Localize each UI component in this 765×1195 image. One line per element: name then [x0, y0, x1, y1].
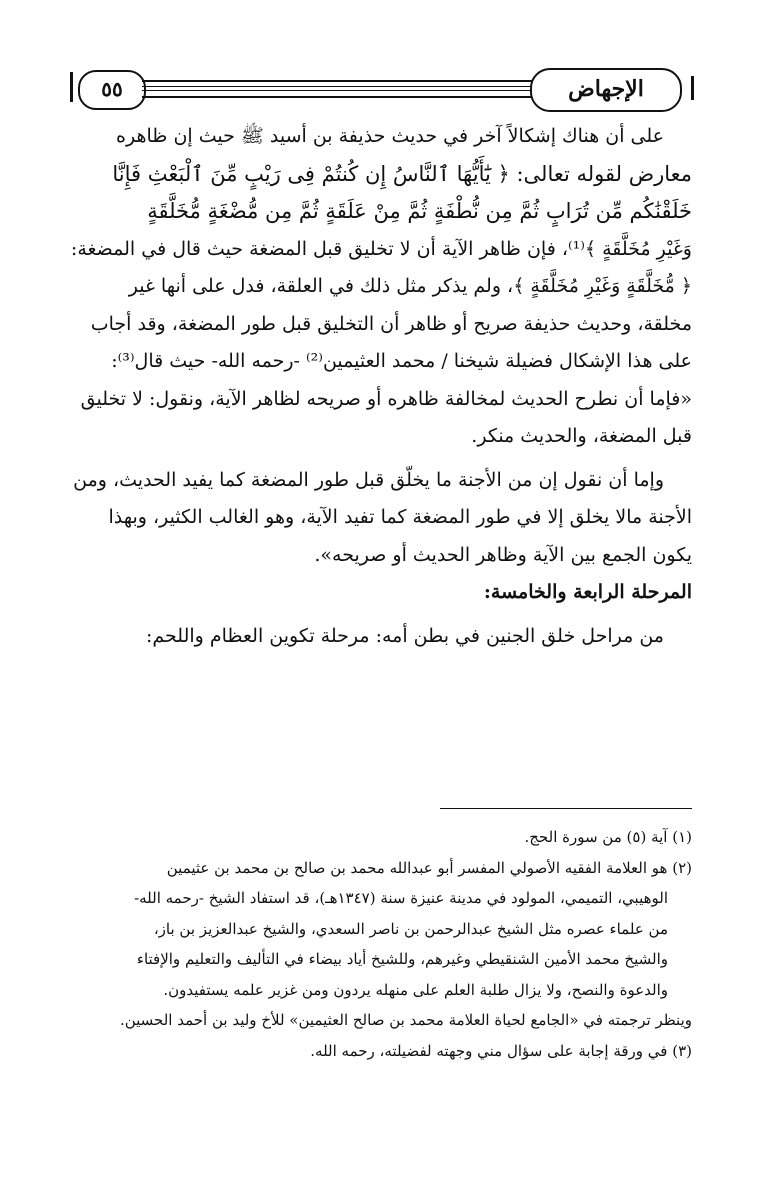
text-line-quran: خَلَقْنَٰكُم مِّن تُرَابٍ ثُمَّ مِن نُّطْفَةٍ ثُمَّ مِنْ عَلَقَةٍ ثُمَّ مِن مُّضْغَةٍ مُّخَلَّقَةٍ	[147, 199, 692, 223]
footnote-2-continued: والدعوة والنصح، ولا يزال طلبة العلم على منهله يردون ومن غزير علمه يستفيدون.	[163, 980, 668, 999]
main-text	[70, 118, 692, 655]
footnote-2-continued: من علماء عصره مثل الشيخ عبدالرحمن بن ناصر السعدي، والشيخ عبدالعزيز بن باز،	[153, 919, 668, 938]
footnotes	[70, 822, 692, 1066]
text-line-quran: معارض لقوله تعالى: ﴿ يَٰٓأَيُّهَا ٱلنَّاسُ إِن كُنتُمْ فِى رَيْبٍ مِّنَ ٱلْبَعْثِ فَإِنَّا	[112, 161, 692, 186]
text-line: من مراحل خلق الجنين في بطن أمه: مرحلة تكوين العظام واللحم:	[145, 624, 664, 647]
footnote-2-continued: وينظر ترجمته في «الجامع لحياة العلامة محمد بن صالح العثيمين» للأخ وليد بن أحمد الحسين.	[119, 1011, 692, 1029]
chapter-title: الإجهاض	[530, 68, 682, 112]
header-right-cap	[681, 76, 694, 100]
text-line: على هذا الإشكال فضيلة شيخنا / محمد العثيمين⁽²⁾ -رحمه الله- حيث قال⁽³⁾:	[111, 350, 692, 372]
footnote-1: (١) آية (٥) من سورة الحج.	[524, 828, 692, 846]
text-line: وَغَيْرِ مُخَلَّقَةٍ ﴾⁽¹⁾، فإن ظاهر الآية أن لا تخليق قبل المضغة حيث قال في المضغة:	[70, 237, 692, 260]
text-line: وإما أن نقول إن من الأجنة ما يخلّق قبل طور المضغة كما يفيد الحديث، ومن	[73, 468, 664, 491]
text-line: مخلقة، وحديث حذيفة صريح أو ظاهر أن التخليق قبل طور المضغة، وقد أجاب	[90, 312, 692, 335]
text-line: الأجنة مالا يخلق إلا في طور المضغة كما تفيد الآية، وهو الغالب الكثير، وبهذا	[108, 506, 692, 528]
header-rule	[142, 80, 540, 98]
page-number: ٥٥	[78, 70, 146, 110]
text-line: «فإما أن نطرح الحديث لمخالفة ظاهره أو صريحه لظاهر الآية، ونقول: لا تخليق	[80, 387, 692, 410]
text-line: قبل المضغة، والحديث منكر.	[471, 425, 692, 447]
footnote-2-continued: والشيخ محمد الأمين الشنقيطي وغيرهم، وللشيخ أياد بيضاء في التأليف والتعليم والإفتاء	[136, 950, 668, 968]
footnote-2-continued: الوهيبي، التميمي، المولود في مدينة عنيزة سنة (١٣٤٧هـ)، قد استفاد الشيخ -رحمه الله-	[134, 889, 668, 907]
text-line: يكون الجمع بين الآية وظاهر الحديث أو صريحه».	[314, 543, 692, 566]
text-line: ﴿ مُّخَلَّقَةٍ وَغَيْرِ مُخَلَّقَةٍ ﴾، ولم يذكر مثل ذلك في العلقة، فدل على أنها غير	[128, 275, 692, 297]
footnote-3: (٣) في ورقة إجابة على سؤال مني وجهته لفضيلته، رحمه الله.	[310, 1041, 692, 1060]
section-heading: المرحلة الرابعة والخامسة:	[483, 581, 692, 603]
text-line: على أن هناك إشكالاً آخر في حديث حذيفة بن أسيد ﷺ حيث إن ظاهره	[116, 125, 664, 147]
page-header	[70, 68, 690, 112]
footnote-2: (٢) هو العلامة الفقيه الأصولي المفسر أبو عبدالله محمد بن صالح بن محمد بن عثيمين	[166, 858, 692, 877]
footnote-divider	[440, 808, 692, 809]
